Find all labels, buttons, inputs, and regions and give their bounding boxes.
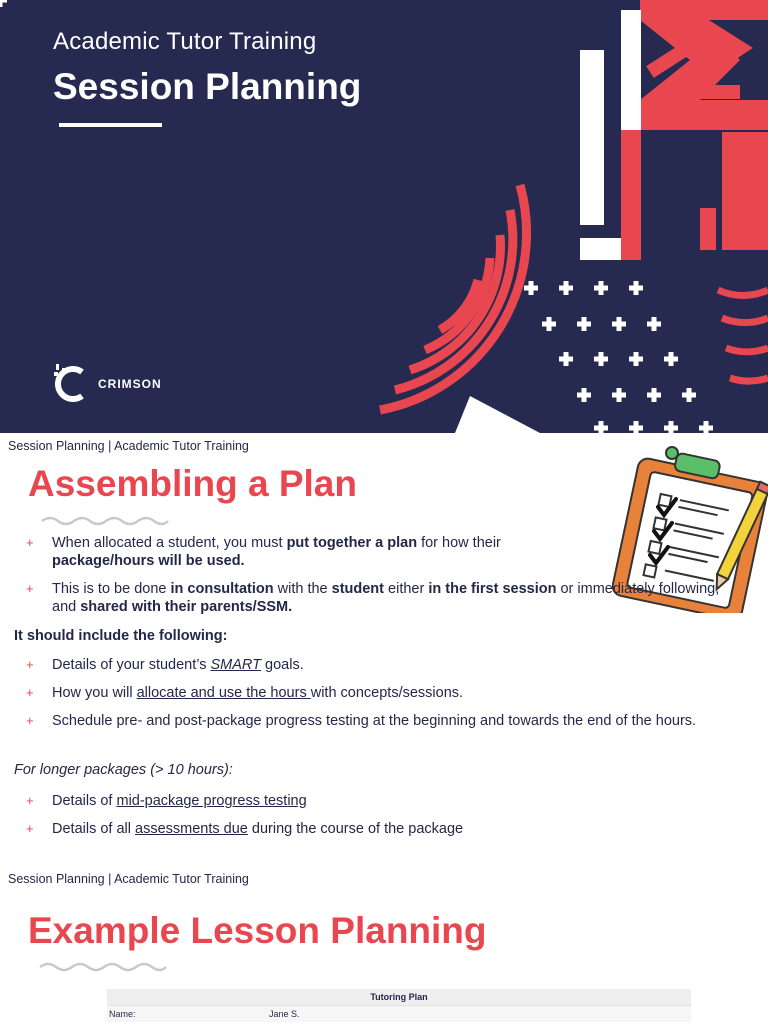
list-item: + When allocated a student, you must put together a plan for how their package/hours will be used. xyxy=(26,535,501,569)
list-item: + Schedule pre- and post-package progress testing at the beginning and towards the end of the hours. xyxy=(26,713,697,729)
longer-packages-note: For longer packages (> 10 hours): xyxy=(14,762,233,778)
list-item: + Details of all assessments due during the course of the package xyxy=(26,821,464,837)
cover-slide xyxy=(0,0,768,433)
mid-package-testing-link[interactable]: mid-package progress testing xyxy=(116,793,307,809)
table-cell-label: Name: xyxy=(109,1009,136,1019)
plus-icon: + xyxy=(26,821,34,836)
plus-icon: + xyxy=(26,713,34,728)
slide-title: Example Lesson Planning xyxy=(28,910,487,951)
tutoring-plan-table xyxy=(107,989,691,1022)
logo-text: CRIMSON xyxy=(98,377,162,391)
include-heading: It should include the following: xyxy=(14,628,228,644)
decorative-squiggle xyxy=(38,960,168,974)
breadcrumb: Session Planning | Academic Tutor Training xyxy=(8,872,249,886)
plus-icon: + xyxy=(26,657,34,672)
cover-subtitle: Academic Tutor Training xyxy=(53,28,317,55)
plus-icon: + xyxy=(26,581,34,596)
longer-bullets xyxy=(20,792,740,848)
crimson-logo xyxy=(52,362,162,406)
assessments-due-link[interactable]: assessments due xyxy=(135,821,248,837)
plus-icon: + xyxy=(26,535,34,550)
table-cell-value: Jane S. xyxy=(269,1009,300,1019)
table-header: Tutoring Plan xyxy=(107,989,691,1005)
cover-title: Session Planning xyxy=(53,66,362,107)
title-underline xyxy=(59,123,162,127)
list-item: + Details of your student’s SMART goals. xyxy=(26,657,304,673)
table-row xyxy=(107,1005,691,1022)
decorative-squiggle xyxy=(40,514,170,528)
include-bullets xyxy=(20,656,740,740)
breadcrumb: Session Planning | Academic Tutor Training xyxy=(8,439,249,453)
allocate-hours-link[interactable]: allocate and use the hours xyxy=(136,685,311,701)
list-item: + This is to be done in consultation with the student either in the first session or immediately following, and shared with their parents/SSM. xyxy=(26,581,720,615)
plus-icon: + xyxy=(26,685,34,700)
crimson-logo-icon xyxy=(52,362,96,406)
smart-link[interactable]: SMART xyxy=(210,657,262,673)
list-item: + Details of mid-package progress testing xyxy=(26,793,307,809)
plus-icon: + xyxy=(26,793,34,808)
slide-title: Assembling a Plan xyxy=(28,463,357,504)
plan-bullets xyxy=(20,534,740,626)
list-item: + How you will allocate and use the hours with concepts/sessions. xyxy=(26,685,464,701)
